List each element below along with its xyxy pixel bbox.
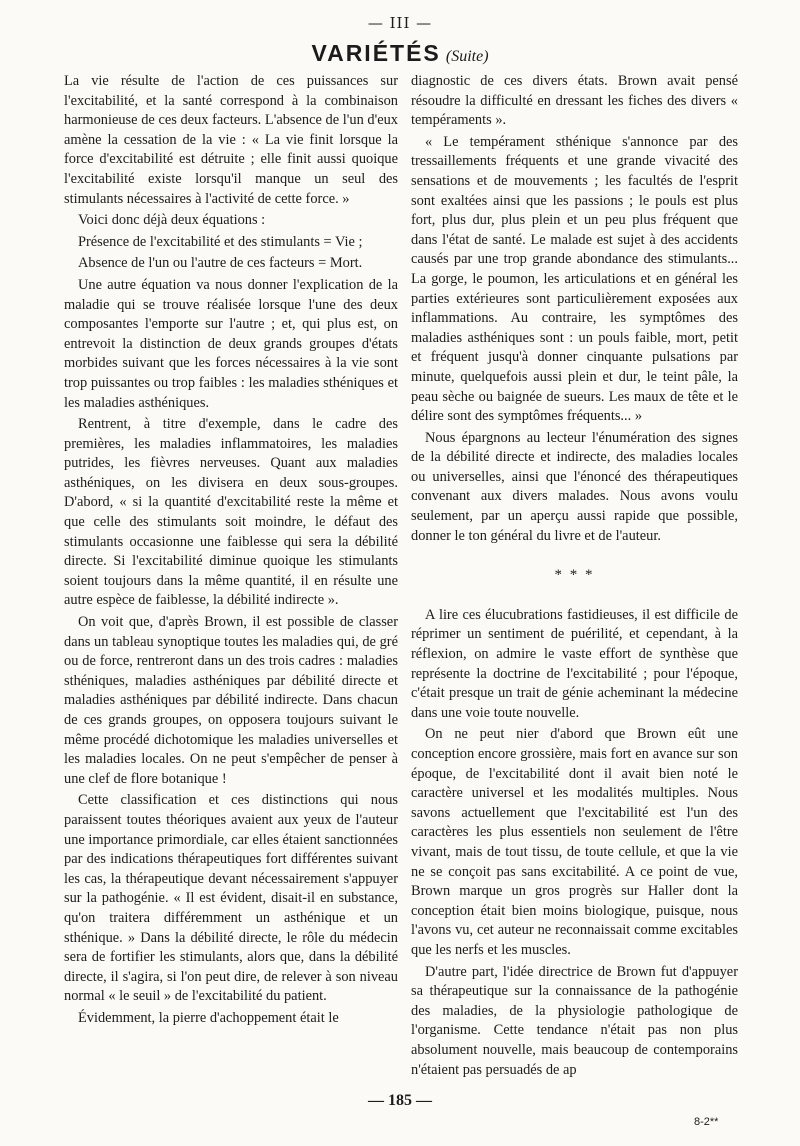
section-title-suffix: (Suite) bbox=[445, 48, 489, 65]
paragraph: Rentrent, à titre d'exemple, dans le cadre des premières, les maladies inflammatoires, les maladies putrides, les fièvres nerveuses. Quant aux maladies asthéniques, on les divisera en deux sous-groupes. D'abord, « si la quantité d'excitabilité reste la même et que celle des stimulants soit moindre, le défaut des stimulants occasionne une faiblesse qui sera la débilité directe. Si l'excitabilité diminue quoique les stimulants soient toujours dans la même quantité, il en résulte une autre espèce de faiblesse, la débilité indirecte ». bbox=[64, 416, 398, 609]
paragraph: Cette classification et ces distinctions qui nous paraissent toutes théoriques avaient aux yeux de l'auteur une importance primordiale, car elles étaient sanctionnées par des indications thérapeutiques fort différentes suivant les cas, la thérapeutique devant nécessairement s'appuyer sur la pathogénie. « Il est évident, disait-il en substance, qu'on traitera différemment un asthénique et un sthénique. » Dans la débilité directe, le rôle du médecin sera de fortifier les stimulants, alors que, dans la débilité directe, il s'agira, si l'on peut dire, de relever à son niveau normal « le seuil » de l'excitabilité du patient. bbox=[64, 792, 398, 1005]
paragraph: Absence de l'un ou l'autre de ces facteurs = Mort. bbox=[78, 255, 363, 272]
section-title-main: VARIÉTÉS bbox=[311, 40, 441, 66]
section-title bbox=[0, 40, 800, 67]
paragraph: diagnostic de ces divers états. Brown avait pensé résoudre la difficulté en dressant les fiches des divers « tempéraments ». bbox=[411, 73, 738, 129]
paragraph: On voit que, d'après Brown, il est possible de classer dans un tableau synoptique toutes les maladies qui, de gré ou de force, rentreront dans un des trois cadres : maladies sthéniques, maladies asthéniques par débilité directe et maladies asthéniques par débilité indirecte. Dans chacun de ces grands groupes, on opposera toujours suivant le même procédé dichotomique les maladies universelles et les maladies locales. On ne peut s'empêcher de penser à une clef de flore botanique ! bbox=[64, 614, 398, 787]
paragraph: Une autre équation va nous donner l'explication de la maladie qui se trouve réalisée lorsque l'une des deux composantes l'emporte sur l'autre ; et, qui plus est, on entrevoit la distinction de deux grands groupes d'états morbides suivant que les forces nécessaires à la vie sont trop puissantes ou trop faibles : les maladies sthéniques et les maladies asthéniques. bbox=[64, 276, 398, 411]
left-column bbox=[64, 72, 398, 1090]
right-column bbox=[411, 72, 738, 1090]
signature-mark: 8-2** bbox=[694, 1116, 719, 1128]
paragraph: La vie résulte de l'action de ces puissances sur l'excitabilité, et la santé correspond à la combinaison harmonieuse de ces deux facteurs. L'absence de l'un d'eux amène la cessation de la vie : « La vie finit lorsque la force d'excitabilité est détruite ; elle finit aussi quoique l'excitabilité existe lorsqu'il manque un seul des stimulants nécessaires à l'activité de cette force. » bbox=[64, 73, 398, 207]
paragraph: Évidemment, la pierre d'achoppement était le bbox=[78, 1009, 339, 1026]
paragraph: On ne peut nier d'abord que Brown eût une conception encore grossière, mais fort en avance sur son époque, de l'excitabilité dont il avait bien noté le caractère universel et les modalités multiples. Nous savons actuellement que l'excitabilité est l'un des caractères les plus essentiels non seulement de l'être vivant, mais de tout tissu, de toute cellule, et que la vie ne se conçoit pas sans excitabilité. A ce point de vue, Brown marque un gros progrès sur Haller dont la conception était bien moins biologique, puisque, nous l'avons vu, cet auteur ne reconnaissait comme excitables que les nerfs et les muscles. bbox=[411, 726, 738, 958]
section-divider: * * * bbox=[554, 567, 595, 584]
folio: — 185 — bbox=[368, 1092, 432, 1109]
paragraph: D'autre part, l'idée directrice de Brown fut d'appuyer sa thérapeutique sur la connaissance de la pathogénie des maladies, de la physiologie pathologique de l'organisme. Cette tendance n'était pas non plus absolument nouvelle, mais beaucoup de contemporains n'étaient pas persuadés de ap bbox=[411, 963, 738, 1078]
paragraph: A lire ces élucubrations fastidieuses, il est difficile de réprimer un sentiment de puérilité, et cependant, à la réflexion, on admire le vaste effort de synthèse que représente la doctrine de l'excitabilité ; pour l'époque, c'était presque un trait de génie acheminant la médecine dans une voie toute nouvelle. bbox=[411, 606, 738, 721]
paragraph: « Le tempérament sthénique s'annonce par des tressaillements fréquents et une grande vivacité des sensations et de mouvements ; les facultés de l'esprit sont exaltées ainsi que les passions ; le pouls est plus fort, plus dur, plus plein et un peu plus fréquent que dans l'état de santé. Le malade est sujet à des accidents causés par une trop grande abondance des stimulants... La gorge, le poumon, les articulations et en général les parties extérieures sont particulièrement exposées aux inflammations. Au contraire, les symptômes des maladies asthéniques sont : un pouls faible, mort, petit et fréquent jusqu'à donner cinquante pulsations par minute, quelquefois aussi plein et dur, le teint pâle, la peau sèche ou baignée de sueurs. Les maux de tête et le délire sont des symptômes fréquents... » bbox=[411, 133, 738, 425]
page-number: — III — bbox=[367, 14, 433, 32]
paragraph: Nous épargnons au lecteur l'énumération des signes de la débilité directe et indirecte, des maladies locales ou universelles, ainsi que l'énoncé des thérapeutiques convenant aux divers malades. Nous avons voulu seulement, par un aperçu aussi rapide que possible, donner le ton général du livre et de l'auteur. bbox=[411, 429, 738, 544]
paragraph: Voici donc déjà deux équations : bbox=[78, 212, 266, 229]
paragraph: Présence de l'excitabilité et des stimulants = Vie ; bbox=[78, 233, 363, 250]
